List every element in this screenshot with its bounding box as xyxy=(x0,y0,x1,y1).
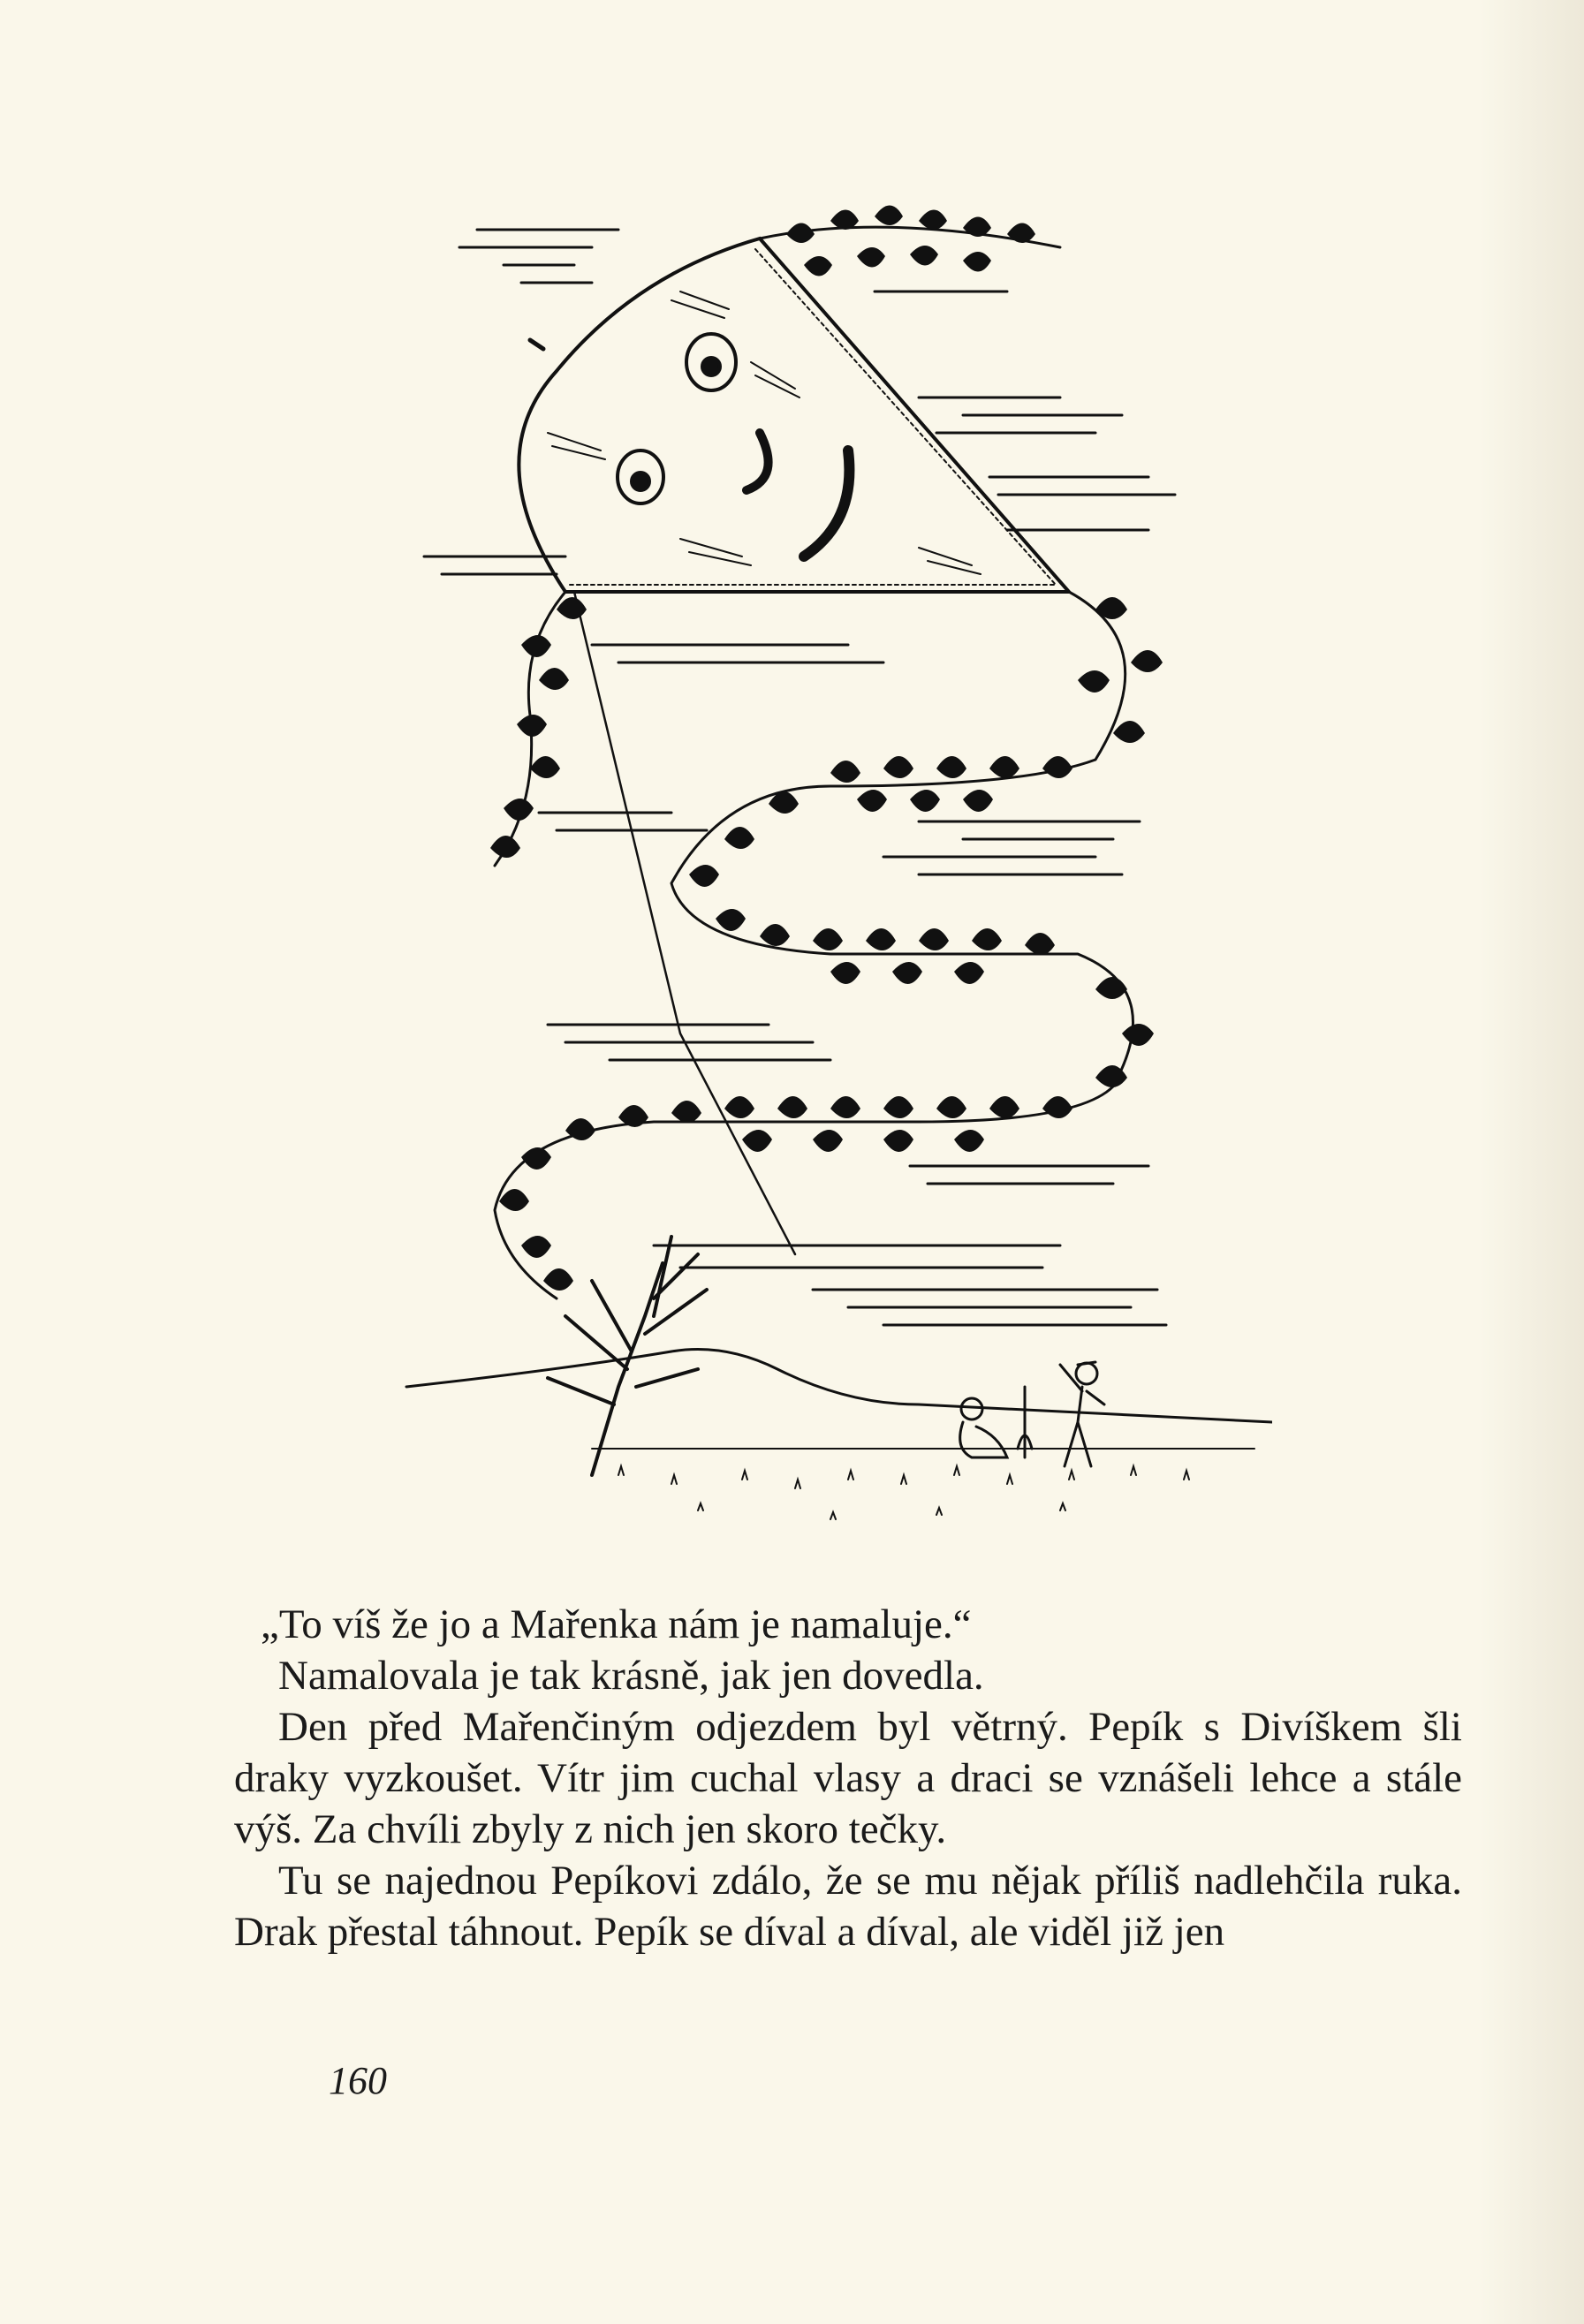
landscape xyxy=(406,1237,1272,1519)
tree xyxy=(548,1237,707,1475)
paragraph-2: Namalovala je tak krásně, jak jen dovedla. xyxy=(278,1653,984,1699)
paragraph-3: Den před Mařenčiným odjezdem byl větrný. Pepík s Divíškem šli draky vyzkoušet. Vítr jim cuchal vlasy a draci se vznášeli lehce a stále výš. Za chvíli zbyly z nich jen skoro tečky. xyxy=(234,1704,1462,1852)
kite-illustration xyxy=(389,150,1272,1546)
body-text xyxy=(234,1599,1462,1957)
page-number: 160 xyxy=(329,2059,387,2102)
paragraph-4: Tu se najednou Pepíkovi zdálo, že se mu nějak příliš nadlehčila ruka. Drak přestal táhnout. Pepík se díval a díval, ale viděl již jen xyxy=(234,1858,1462,1955)
page-edge-shade xyxy=(1478,0,1584,2324)
kite-face xyxy=(548,291,981,574)
paragraph-1: „To víš že jo a Mařenka nám je namaluje.“ xyxy=(261,1601,972,1647)
tail-leaves xyxy=(490,206,1163,1291)
kite-string xyxy=(574,592,795,1254)
grass xyxy=(618,1466,1189,1519)
campfire xyxy=(1018,1387,1032,1457)
